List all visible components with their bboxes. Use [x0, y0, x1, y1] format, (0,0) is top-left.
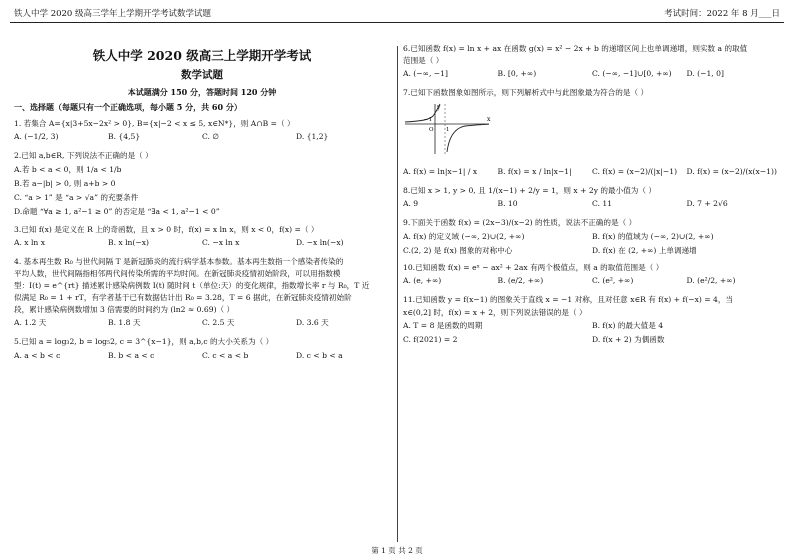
option-d: D. 3.6 天 [296, 318, 329, 328]
option-a: A.若 b < a < 0，则 1/a < 1/b [14, 165, 122, 175]
column-divider [397, 46, 398, 542]
section-heading: 一、选择题（每题只有一个正确选项，每小题 5 分，共 60 分） [14, 102, 242, 113]
question-text-line: 型：I(t) = e^{rt} 描述累计感染病例数 I(t) 随时间 t（单位:天）的变化规律，指数增长率 r 与 R₀，T 近 [14, 280, 370, 290]
option-c: C. c < a < b [202, 350, 249, 360]
option-b: B.若 a−|b| > 0, 则 a+b > 0 [14, 179, 116, 189]
question-text-line: 平均人数，世代间隔指相邻两代间传染所需的平均时间。在新冠肺炎疫情初始阶段，可以用指数模 [14, 268, 341, 278]
option-b: B. [0, +∞) [497, 69, 537, 79]
option-a: A. (−1/2, 3) [14, 131, 59, 141]
option-a: A. (−∞, −1] [403, 69, 448, 79]
option-c: C. f(2021) = 2 [403, 334, 458, 344]
question-stem: 4. 基本再生数 R₀ 与世代间隔 T 是新冠肺炎的流行病学基本参数。基本再生数指一个感染者传染的 [14, 256, 344, 266]
option-a: A. a < b < c [14, 350, 61, 360]
option-d: D. f(x) = (x−2)/(x(x−1)) [686, 166, 777, 176]
option-b: B. x ln(−x) [108, 237, 149, 247]
question-4 [14, 257, 390, 328]
header-left: 铁人中学 2020 级高三学年上学期开学考试数学试题 [14, 9, 212, 19]
question-stem: 2.已知 a,b∈R, 下列说法不正确的是（ ） [14, 151, 153, 160]
option-a: A. x ln x [14, 237, 46, 247]
option-b: B. f(x) 的值域为 (−∞, 2)∪(2, +∞) [592, 231, 714, 241]
options-row-2 [403, 335, 781, 344]
option-c: C. “a > 1” 是 “a > √a” 的充要条件 [14, 193, 139, 203]
option-a: A. (e, +∞) [403, 276, 442, 286]
question-11 [403, 295, 781, 343]
question-stem: 3.已知 f(x) 是定义在 R 上的奇函数，且 x > 0 时，f(x) = x ln x，则 x < 0，f(x) =（ ） [14, 224, 319, 234]
question-stem: 10.已知函数 f(x) = eˣ − ax² + 2ax 有两个极值点，则 a 的取值范围是（ ） [403, 263, 664, 273]
exam-info: 本试题满分 150 分，答题时间 120 分钟 [127, 86, 277, 97]
question-stem: 6.已知函数 f(x) = ln x + ax 在函数 g(x) = x² − 2x + b 的递增区间上也单调递增，则实数 a 的取值 [403, 44, 748, 53]
question-9 [403, 218, 781, 255]
option-b: B. (e/2, +∞) [497, 276, 544, 286]
question-stem: 11.已知函数 y = f(x−1) 的图象关于直线 x = −1 对称，且对任意 x∈R 有 f(x) + f(−x) = 4，当 [403, 295, 734, 305]
question-2 [14, 151, 390, 217]
right-column [403, 44, 781, 352]
option-d: D. (e²/2, +∞) [686, 276, 736, 286]
option-d: D. −x ln(−x) [296, 237, 344, 247]
option-d: D. f(x) 在 (2, +∞) 上单调递增 [592, 246, 697, 256]
page-subtitle: 数学试题 [181, 69, 223, 81]
option-c: C. ∅ [202, 131, 219, 141]
question-options [14, 351, 390, 360]
question-8 [403, 186, 781, 208]
curve-right [447, 125, 489, 153]
option-d: D. (−1, 0] [686, 69, 724, 79]
option-d: D. f(x + 2) 为偶函数 [592, 334, 665, 344]
option-d: D.命题 “∀a ≥ 1, a²−1 ≥ 0” 的否定是 “∃a < 1, a²−1 < 0” [14, 207, 220, 217]
question-options [14, 132, 390, 141]
option-a: A. 9 [403, 198, 419, 208]
option-c: C. 11 [592, 198, 613, 208]
option-b: B. f(x) 的最大值是 4 [592, 320, 664, 330]
header-right: 考试时间：2022 年 8 月___日 [664, 9, 780, 19]
question-text-line: 段，累计感染病例数增加 3 倍需要的时间约为 (ln2 ≈ 0.69)（ ） [14, 305, 235, 315]
option-d: D. {1,2} [296, 131, 329, 141]
question-stem: 5.已知 a = log₃2, b = log₅2, c = 3^{x−1}，则 a,b,c 的大小关系为（ ） [14, 337, 274, 347]
option-a: A. 1.2 天 [14, 318, 47, 328]
page-footer: 第 1 页 共 2 页 [371, 546, 423, 555]
option-c: C. (e², +∞) [592, 276, 634, 286]
question-text-line: 范围是（ ） [403, 56, 444, 66]
question-text-line: 似满足 R₀ = 1 + rT，有学者基于已有数据估计出 R₀ = 3.28，T = 6 据此，在新冠肺炎疫情初始阶 [14, 293, 352, 303]
x-label: x [487, 116, 491, 124]
question-3 [14, 225, 390, 247]
question-10 [403, 263, 781, 285]
question-7 [403, 88, 781, 175]
question-5 [14, 337, 390, 359]
question-stem: 9.下面关于函数 f(x) = (2x−3)/(x−2) 的性质，说法不正确的是（ ） [403, 217, 637, 227]
option-a: A. T = 8 是函数的周期 [403, 320, 483, 330]
option-c: C. 2.5 天 [202, 318, 235, 328]
option-b: B. b < a < c [108, 350, 155, 360]
option-b: B. {4,5} [108, 131, 141, 141]
option-a: A. f(x) 的定义域 (−∞, 2)∪(2, +∞) [403, 231, 525, 241]
option-b: B. 1.8 天 [108, 318, 141, 328]
question-options [14, 238, 390, 247]
question-options [403, 167, 781, 176]
option-b: B. 10 [497, 198, 518, 208]
question-options [403, 199, 781, 208]
option-c: C. −x ln x [202, 237, 240, 247]
options-row-1 [403, 321, 781, 330]
page-title: 铁人中学 2020 级高三上学期开学考试 [92, 48, 312, 63]
origin-label: O [429, 127, 434, 134]
tick-one: 1 [446, 127, 450, 134]
question-6 [403, 44, 781, 78]
question-1 [14, 119, 390, 141]
question-stem: 1. 若集合 A={x|3+5x−2x² > 0}, B={x|−2 < x ≤ 5, x∈N*}，则 A∩B =（ ） [14, 118, 295, 128]
option-c: C.(2, 2) 是 f(x) 图象的对称中心 [403, 246, 513, 256]
option-c: C. (−∞, −1]∪[0, +∞) [592, 69, 672, 79]
question-stem: 7.已知下函数图象如图所示，则下列解析式中与此图象最为符合的是（ ） [403, 88, 649, 98]
question-stem: 8.已知 x > 1, y > 0, 且 1/(x−1) + 2/y = 1，则 x + 2y 的最小值为（ ） [403, 185, 656, 195]
question-options [14, 318, 390, 327]
option-c: C. f(x) = (x−2)/(|x|−1) [592, 166, 678, 176]
options-row-1 [403, 232, 781, 241]
left-column [14, 44, 390, 370]
option-d: D. c < b < a [296, 350, 343, 360]
function-graph [403, 102, 493, 156]
question-options [403, 276, 781, 285]
option-d: D. 7 + 2√6 [686, 198, 728, 208]
header-divider [10, 22, 784, 23]
options-row-2 [403, 246, 781, 255]
y-label: y [437, 104, 441, 112]
option-b: B. f(x) = x / ln|x−1| [497, 166, 572, 176]
tick-neg-one: −1 [424, 117, 433, 124]
option-a: A. f(x) = ln|x−1| / x [403, 166, 478, 176]
question-options [403, 69, 781, 78]
question-text-line: x∈(0,2] 时，f(x) = x + 2，则下列说法错误的是（ ） [403, 307, 587, 317]
